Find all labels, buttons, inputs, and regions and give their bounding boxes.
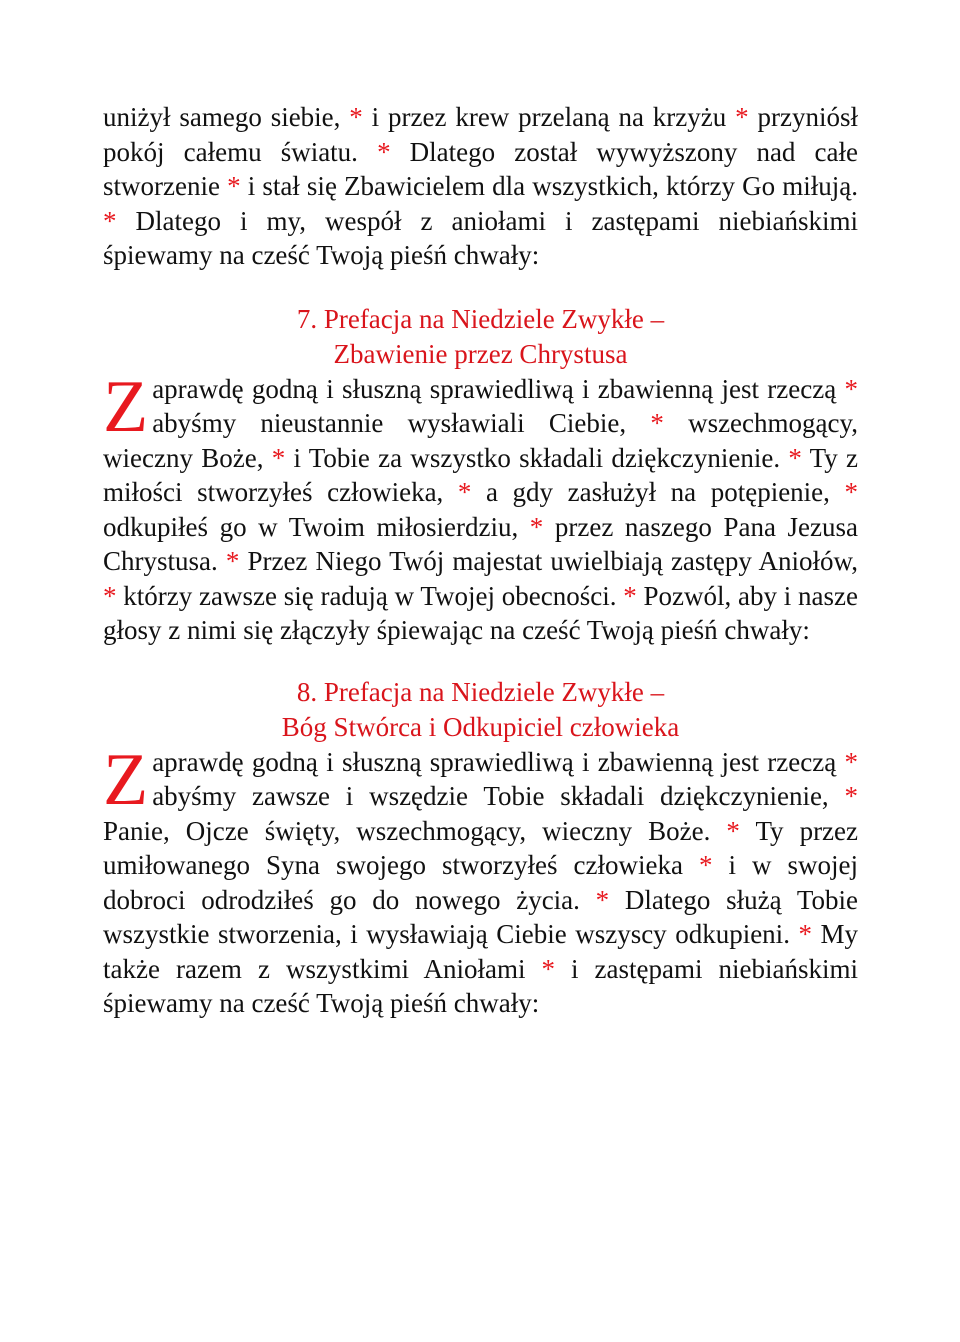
asterisk-marker: * bbox=[726, 815, 740, 846]
asterisk-marker: * bbox=[103, 580, 117, 611]
asterisk-marker: * bbox=[844, 781, 858, 811]
preface-7-heading bbox=[103, 302, 858, 372]
preface-7-text: aprawdę godną i słuszną sprawiedliwą i zbawienną jest rzeczą * abyśmy nieustannie wysławiali Ciebie, * wszechmogący, wieczny Boże, * i Tobie za wszystko składali dziękczynienie. * Ty z miłości stworzyłeś człowieka, * a gdy zasłużył na potępienie, * odkupiłeś go w Twoim miłosierdziu, * przez naszego Pana Jezusa Chrystusa. * Przez Niego Twój majestat uwielbiają zastępy Aniołów, * którzy zawsze się radują w Twojej obecności. * Pozwól, aby i nasze głosy z nimi się złączyły śpiewając na cześć Twoją pieśń chwały: bbox=[103, 373, 859, 645]
preface-8-text: aprawdę godną i słuszną sprawiedliwą i zbawienną jest rzeczą * abyśmy zawsze i wszędzie Tobie składali dziękczynienie, * Panie, Ojcze święty, wszechmogący, wieczny Boże. * Ty przez umiłowanego Syna swojego stworzyłeś człowieka * i w swojej dobroci odrodziłeś go do nowego życia. * Dlatego służą Tobie wszystkie stworzenia, i wysławiają Ciebie wszyscy odkupieni. * My także razem z wszystkimi Aniołami * i zastępami niebiańskimi śpiewamy na cześć Twoją pieśń chwały: bbox=[103, 746, 859, 1018]
asterisk-marker: * bbox=[349, 102, 363, 132]
intro-paragraph: uniżył samego siebie, * i przez krew przelaną na krzyżu * przyniósł pokój całemu światu. * Dlatego został wywyższony nad całe stworzenie * i stał się Zbawicielem dla wszystkich, którzy Go miłują. * Dlatego i my, wespół z aniołami i zastępami niebiańskimi śpiewamy na cześć Twoją pieśń chwały: bbox=[103, 102, 859, 270]
preface-7-body bbox=[103, 365, 859, 648]
asterisk-marker: * bbox=[103, 205, 117, 236]
preface-8-subtitle: Bóg Stwórca i Odkupiciel człowieka bbox=[281, 711, 680, 742]
asterisk-marker: * bbox=[227, 171, 241, 201]
asterisk-marker: * bbox=[798, 919, 812, 949]
asterisk-marker: * bbox=[225, 546, 240, 576]
asterisk-marker: * bbox=[698, 850, 713, 880]
asterisk-marker: * bbox=[735, 102, 749, 132]
preface-8-body bbox=[103, 738, 859, 1021]
preface-7-title: 7. Prefacja na Niedziele Zwykłe – bbox=[296, 303, 665, 334]
asterisk-marker: * bbox=[844, 373, 858, 404]
asterisk-marker: * bbox=[271, 442, 286, 473]
asterisk-marker: * bbox=[377, 136, 391, 167]
asterisk-marker: * bbox=[595, 884, 610, 915]
asterisk-marker: * bbox=[457, 477, 472, 507]
asterisk-marker: * bbox=[844, 477, 858, 507]
preface-7-subtitle: Zbawienie przez Chrystusa bbox=[333, 338, 628, 369]
asterisk-marker: * bbox=[844, 746, 858, 777]
asterisk-marker: * bbox=[541, 953, 555, 984]
asterisk-marker: * bbox=[650, 408, 664, 438]
asterisk-marker: * bbox=[788, 442, 802, 473]
preface-8-heading bbox=[103, 675, 858, 745]
asterisk-marker: * bbox=[529, 511, 544, 542]
preface-8-title: 8. Prefacja na Niedziele Zwykłe – bbox=[296, 676, 665, 707]
preface-7-drop-cap: Z bbox=[103, 365, 149, 448]
document-page bbox=[103, 100, 858, 1021]
preface-8-drop-cap: Z bbox=[103, 738, 149, 821]
asterisk-marker: * bbox=[623, 580, 637, 611]
